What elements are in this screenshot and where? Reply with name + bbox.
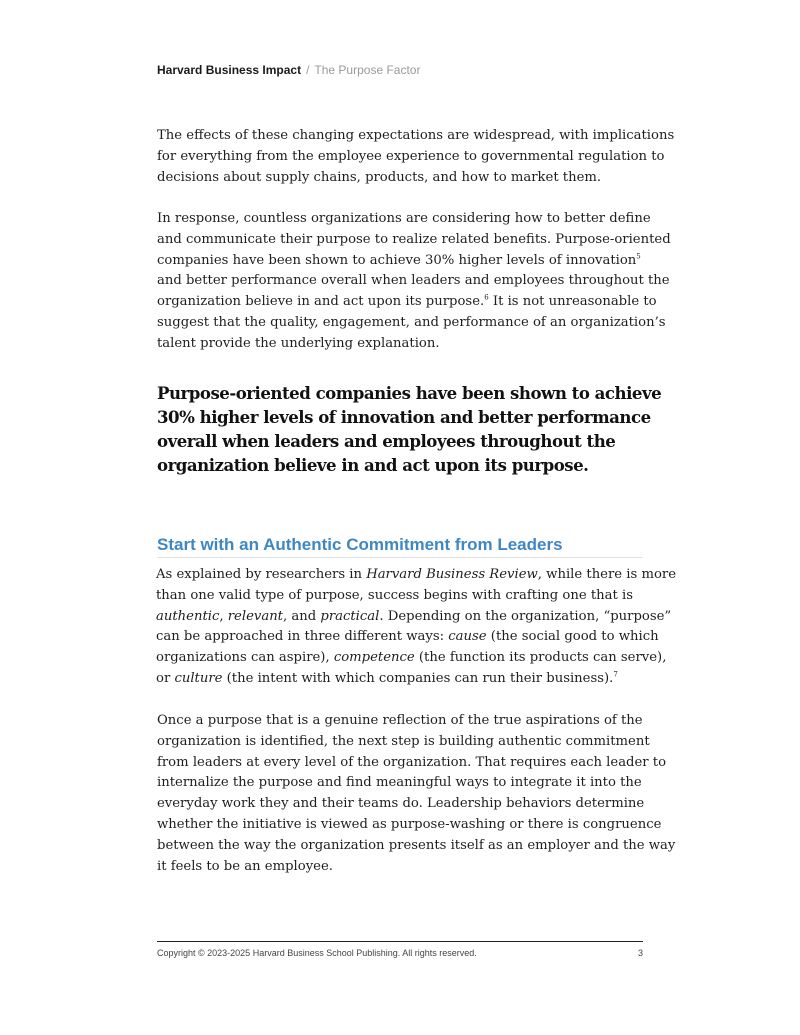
text-line: between the way the organization presents itself as an employer and the way (157, 837, 676, 853)
paragraph-explained (156, 565, 677, 690)
publication-title: Harvard Business Review (366, 567, 538, 582)
emphasis-term: competence (333, 650, 415, 666)
header-brand: Harvard Business Impact (157, 63, 302, 77)
paragraph-once-a-purpose (157, 711, 676, 877)
text-line (156, 669, 631, 690)
text-line (156, 648, 667, 669)
emphasis-term: relevant (227, 608, 283, 624)
text-fragment: . Depending on the organization, “purpose” (379, 608, 672, 624)
emphasis-term: practical (320, 608, 380, 624)
pull-quote-line: overall when leaders and employees throughout the (157, 431, 616, 451)
section-heading: Start with an Authentic Commitment from Leaders (157, 534, 643, 558)
text-line: organization is identified, the next step is building authentic commitment (157, 733, 650, 749)
footnote-ref-5[interactable]: 5 (636, 252, 641, 261)
text-fragment: or (156, 670, 175, 686)
emphasis-term: culture (174, 670, 223, 686)
text-fragment: , while there is more (537, 567, 677, 582)
text-line: for everything from the employee experience to governmental regulation to (157, 148, 665, 164)
text-fragment: can be approached in three different ways: (156, 629, 449, 645)
text-fragment: organization believe in and act upon its purpose. (157, 294, 485, 310)
text-line: suggest that the quality, engagement, and performance of an organization’s (157, 314, 666, 330)
text-line (156, 607, 672, 628)
text-fragment: (the social good to which (486, 629, 659, 645)
text-fragment: , (219, 608, 228, 624)
text-line: and communicate their purpose to realize related benefits. Purpose-oriented (157, 231, 671, 247)
pull-quote-line: Purpose-oriented companies have been shown to achieve (157, 383, 662, 403)
emphasis-term: authentic (156, 608, 220, 624)
pull-quote (157, 381, 662, 477)
text-fragment: As explained by researchers in (156, 567, 367, 582)
text-line (157, 251, 641, 272)
text-line: than one valid type of purpose, success begins with crafting one that is (156, 587, 633, 603)
text-fragment: companies have been shown to achieve 30% higher levels of innovation (157, 252, 637, 268)
text-line (156, 565, 677, 586)
text-line: and better performance overall when leaders and employees throughout the (157, 273, 670, 289)
text-line: Once a purpose that is a genuine reflection of the true aspirations of the (157, 713, 643, 728)
text-line: talent provide the underlying explanation. (157, 335, 440, 351)
footnote-ref-7[interactable]: 7 (613, 670, 618, 679)
running-header (157, 62, 420, 78)
text-fragment: organizations can aspire), (156, 650, 334, 666)
footer-divider (157, 941, 643, 942)
text-line: it feels to be an employee. (157, 858, 333, 874)
text-fragment: It is not unreasonable to (488, 294, 657, 310)
text-fragment: (the function its products can serve), (414, 650, 667, 666)
pull-quote-line: 30% higher levels of innovation and better performance (157, 407, 651, 427)
text-line: from leaders at every level of the organization. That requires each leader to (157, 754, 667, 770)
text-line: whether the initiative is viewed as purpose-washing or there is congruence (157, 816, 662, 832)
text-fragment: , and (283, 608, 321, 624)
header-separator: / (306, 63, 310, 77)
text-line: decisions about supply chains, products, and how to market them. (157, 169, 602, 185)
paragraph-effects (157, 126, 675, 188)
text-line: everyday work they and their teams do. Leadership behaviors determine (157, 796, 645, 812)
text-line (156, 627, 659, 648)
text-line: In response, countless organizations are considering how to better define (157, 211, 651, 226)
text-line: internalize the purpose and find meaningful ways to integrate it into the (157, 775, 642, 791)
footnote-ref-6[interactable]: 6 (484, 293, 489, 302)
pull-quote-line: organization believe in and act upon its purpose. (157, 455, 589, 475)
page-number: 3 (637, 948, 643, 958)
emphasis-term: cause (448, 629, 487, 645)
footer-copyright: Copyright © 2023-2025 Harvard Business School Publishing. All rights reserved. (157, 948, 477, 958)
header-section-title: The Purpose Factor (314, 63, 421, 77)
text-fragment: (the intent with which companies can run their business). (222, 670, 614, 686)
paragraph-in-response (157, 209, 671, 355)
text-line (157, 292, 657, 313)
text-line: The effects of these changing expectations are widespread, with implications (157, 128, 675, 143)
